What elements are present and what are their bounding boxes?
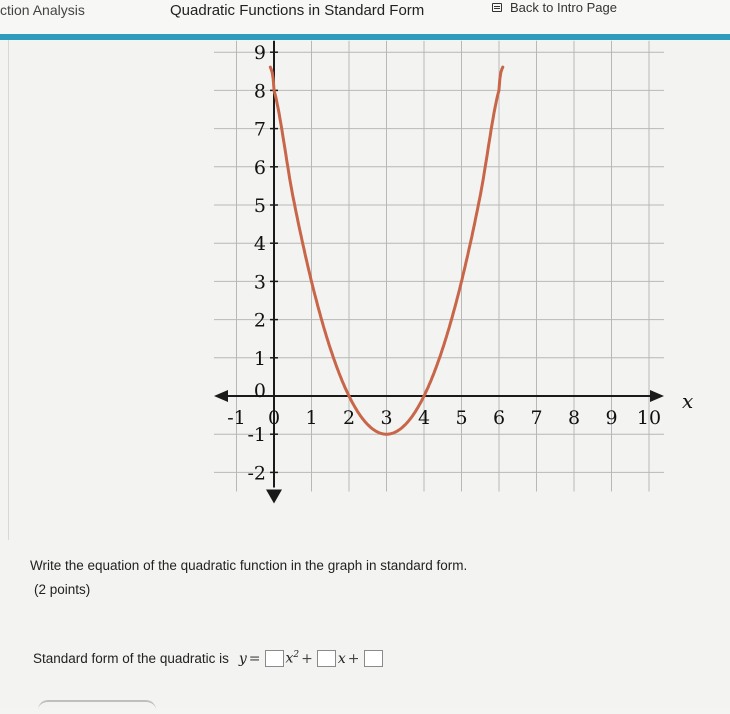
top-bar xyxy=(0,0,730,40)
equals-sign: = xyxy=(248,650,261,667)
x-tick-label: 10 xyxy=(636,407,662,429)
var-x: x xyxy=(337,650,346,667)
var-y: y xyxy=(238,650,247,667)
coefficient-a-input[interactable] xyxy=(265,650,284,667)
coordinate-graph xyxy=(0,40,730,540)
answer-label: Standard form of the quadratic is xyxy=(33,651,229,666)
y-tick-label: 6 xyxy=(253,156,266,179)
section-name: ction Analysis xyxy=(0,2,85,18)
x-tick-label: 7 xyxy=(530,407,543,429)
coefficient-b-input[interactable] xyxy=(317,650,336,667)
x-tick-label: 3 xyxy=(380,407,393,429)
y-tick-label: 7 xyxy=(253,118,266,141)
plus-sign: + xyxy=(301,650,313,667)
equation xyxy=(239,650,385,667)
next-button-fragment[interactable] xyxy=(38,700,156,714)
back-label: Back to Intro Page xyxy=(510,0,617,15)
menu-icon xyxy=(492,3,502,12)
x-tick-label: -1 xyxy=(227,407,246,429)
x-tick-label: 5 xyxy=(455,407,468,429)
x-axis-left-arrow xyxy=(214,390,228,402)
question-prompt: Write the equation of the quadratic function in the graph in standard form. xyxy=(30,558,468,573)
constant-c-input[interactable] xyxy=(364,650,383,667)
main-content xyxy=(0,40,730,707)
y-tick-label: -2 xyxy=(247,462,266,485)
y-tick-label: -1 xyxy=(247,424,266,447)
y-tick-label: 8 xyxy=(253,80,266,103)
x-tick-label: 4 xyxy=(417,407,431,429)
y-tick-label: 2 xyxy=(253,309,266,332)
x-axis-label: x xyxy=(682,389,694,413)
y-tick-label: 3 xyxy=(253,271,266,294)
back-to-intro-button[interactable] xyxy=(492,0,617,15)
x-tick-label: 6 xyxy=(492,407,506,429)
y-tick-label: 5 xyxy=(253,195,266,217)
x-tick-label: 8 xyxy=(567,407,581,429)
points-label: (2 points) xyxy=(34,582,91,597)
var-x-squared: $x^2$ xyxy=(285,650,300,667)
x-tick-label: 9 xyxy=(605,407,618,429)
y-tick-label: 1 xyxy=(253,347,266,370)
y-axis-down-arrow xyxy=(266,490,282,504)
page-title: Quadratic Functions in Standard Form xyxy=(170,2,425,19)
x-tick-label: 2 xyxy=(342,407,356,429)
x-tick-label: 1 xyxy=(305,407,318,429)
plus-sign-2: + xyxy=(347,650,360,667)
x-axis-right-arrow xyxy=(650,390,664,402)
y-tick-label: 0 xyxy=(253,380,266,402)
y-tick-label: 9 xyxy=(253,42,266,65)
x-tick-label: 0 xyxy=(267,407,281,429)
answer-row xyxy=(33,650,385,667)
y-tick-label: 4 xyxy=(253,233,266,256)
